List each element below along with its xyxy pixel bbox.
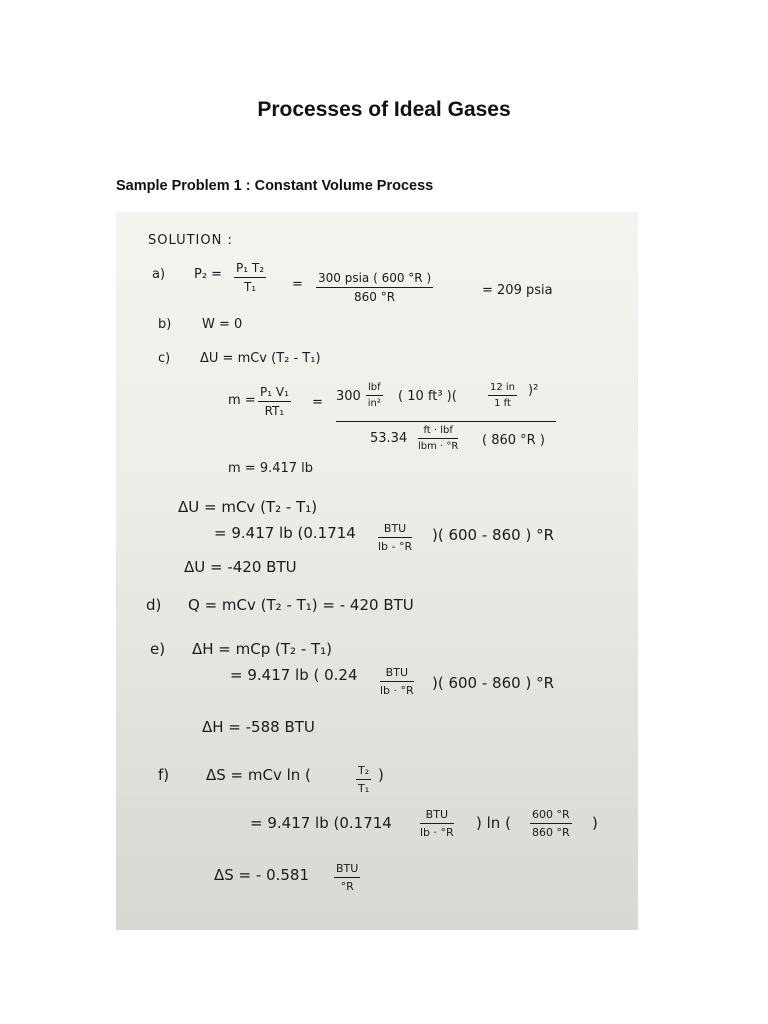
part-f-line2-c: ): [592, 814, 598, 832]
part-f-result: ΔS = - 0.581: [214, 866, 310, 884]
part-a-label: a): [152, 267, 166, 282]
part-f-unit-den: lb · °R: [420, 826, 454, 839]
du-line2-a: = 9.417 lb (0.1714: [214, 524, 356, 542]
part-f-label: f): [158, 766, 170, 784]
handwritten-solution-photo: [116, 212, 638, 930]
mass-result: m = 9.417 lb: [228, 461, 314, 476]
du-result: ΔU = -420 BTU: [184, 558, 297, 576]
part-d-text: Q = mCv (T₂ - T₁) = - 420 BTU: [188, 596, 414, 614]
part-e-label: e): [150, 640, 166, 658]
part-e-unit-den: lb · °R: [380, 684, 414, 697]
part-a-fraction: [234, 261, 266, 294]
part-a-frac-den: T₁: [243, 280, 257, 294]
mass-unit3-den: lbm · °R: [418, 441, 459, 452]
mass-unit1-den: in²: [367, 398, 381, 409]
part-d-label: d): [146, 596, 162, 614]
part-f-frac-den: T₁: [358, 782, 370, 795]
mass-frac-den: RT₁: [264, 404, 285, 418]
du-unit-den: lb - °R: [378, 540, 413, 553]
part-c-formula: ΔU = mCv (T₂ - T₁): [200, 351, 321, 366]
part-a-lhs: P₂ =: [194, 267, 223, 282]
mass-unit2-den: 1 ft: [494, 398, 511, 409]
part-a-sub-num: 300 psia ( 600 °R ): [316, 271, 433, 288]
part-a-result: = 209 psia: [482, 283, 553, 298]
mass-unit2-num: 12 in: [488, 382, 517, 396]
part-e-line2-a: = 9.417 lb ( 0.24: [230, 666, 358, 684]
mass-frac-num: P₁ V₁: [258, 385, 291, 402]
part-b-label: b): [158, 317, 172, 332]
part-b-text: W = 0: [202, 317, 243, 332]
part-f-temp-values: [530, 808, 572, 839]
mass-eq: =: [312, 395, 323, 410]
part-f-result-unit-den: °R: [340, 880, 354, 893]
mass-unit3-num: ft · lbf: [418, 425, 458, 439]
part-e-line1: ΔH = mCp (T₂ - T₁): [192, 640, 333, 658]
part-f-line1-a: ΔS = mCv ln (: [206, 766, 311, 784]
mass-lhs: m =: [228, 393, 256, 408]
mass-num-pressure: 300: [336, 389, 361, 404]
du-unit: [378, 522, 412, 553]
part-f-line1-b: ): [378, 766, 384, 784]
du-line2-b: )( 600 - 860 ) °R: [432, 526, 554, 544]
mass-main-fraction-bar: [336, 421, 556, 422]
part-c-label: c): [158, 351, 171, 366]
solution-heading: SOLUTION :: [148, 233, 233, 248]
part-f-result-unit: [334, 862, 360, 893]
mass-unit-in-ft: [488, 382, 517, 409]
du-unit-num: BTU: [378, 522, 412, 538]
mass-formula-fraction: [258, 385, 291, 418]
mass-num-close: )²: [528, 383, 539, 398]
problem-heading: Sample Problem 1 : Constant Volume Process: [116, 178, 434, 194]
part-a-frac-num: P₁ T₂: [234, 261, 266, 278]
part-f-temp-ratio: [356, 764, 371, 795]
part-f-unit-num: BTU: [420, 808, 454, 824]
mass-unit1-num: lbf: [366, 382, 383, 396]
part-e-unit: [380, 666, 414, 697]
part-e-line2-b: )( 600 - 860 ) °R: [432, 674, 554, 692]
part-f-ratio-den: 860 °R: [532, 826, 570, 839]
part-f-frac-num: T₂: [356, 764, 371, 780]
part-f-ratio-num: 600 °R: [530, 808, 572, 824]
part-f-line2-a: = 9.417 lb (0.1714: [250, 814, 392, 832]
mass-num-volume: ( 10 ft³ )(: [398, 389, 457, 404]
mass-den-r: 53.34: [370, 431, 408, 446]
part-e-result: ΔH = -588 BTU: [202, 718, 315, 736]
part-a-sub-den: 860 °R: [354, 290, 396, 304]
part-f-result-unit-num: BTU: [334, 862, 360, 878]
part-a-eq: =: [292, 277, 303, 292]
part-f-unit: [420, 808, 454, 839]
mass-den-temp: ( 860 °R ): [482, 433, 545, 448]
part-a-substitution: [316, 271, 433, 304]
du-line1: ΔU = mCv (T₂ - T₁): [178, 498, 318, 516]
mass-unit-r: [418, 425, 458, 452]
page-title: Processes of Ideal Gases: [257, 98, 511, 121]
mass-unit-lbf-in2: [366, 382, 383, 409]
part-f-line2-b: ) ln (: [476, 814, 511, 832]
part-e-unit-num: BTU: [380, 666, 414, 682]
